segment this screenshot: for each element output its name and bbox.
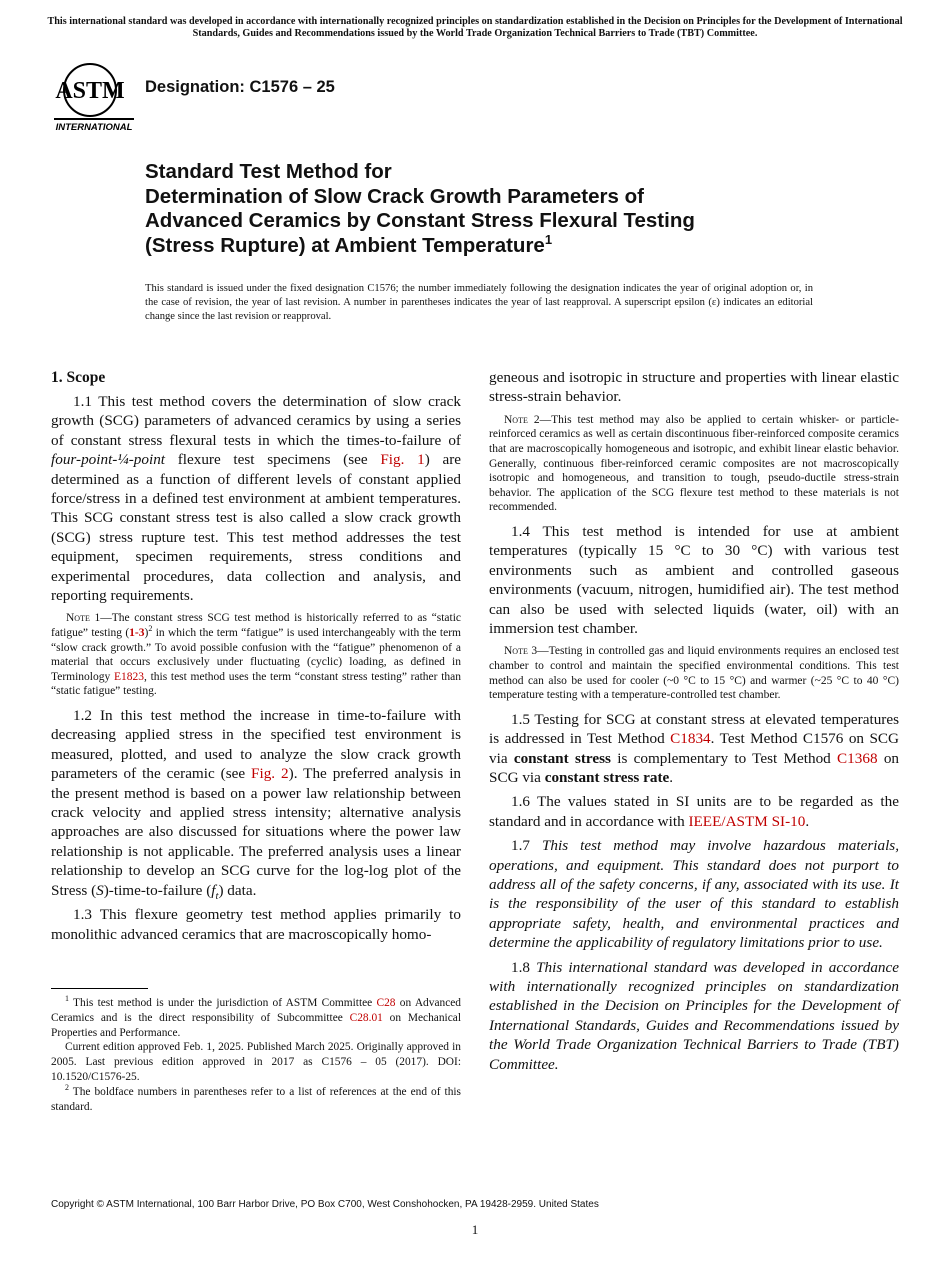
fig-1-link[interactable]: Fig. 1 — [380, 451, 425, 469]
note-1: Note 1—The constant stress SCG test method is historically referred to as “static fatigue” testing $(1-3)^2$ in which the term “fatigue” is used interchangeably with the term “slow crack growth.” To avoid possible confusion with the “fatigue” phenomenon of a material that occurs exclusively under fluctuating (cyclic) loading, as defined in Terminology E1823, this test method uses the term “constant stress testing” rather than “static fatigue” testing. — [51, 612, 462, 698]
section-heading: 1. Scope — [51, 369, 106, 386]
paragraph-1-4: 1.4 This test method is intended for use at ambient temperatures (typically 15 °C to 30 °C) with various test environments such as ambient and controlled gaseous environments (vacuum, nitrogen, humidified air). The test method can also be used with selected liquids (water, oil) with an immersion test chamber. — [489, 522, 899, 637]
issue-note: This standard is issued under the fixed designation C1576; the number immediately following the designation indicates the year of original adoption or, in the case of revision, the year of last revision. A number in parentheses indicates the year of last reapproval. A superscript epsilon (ε) indicates an editorial change since the last revision or reapproval. — [145, 283, 813, 322]
title-footnote-mark: 1 — [544, 231, 553, 247]
c1368-link[interactable]: C1368 — [837, 749, 878, 767]
footnotes — [51, 996, 461, 1114]
logo-text: ASTM — [55, 78, 125, 104]
title-line: Standard Test Method for — [145, 160, 392, 183]
paragraph-1-8: 1.8 This international standard was developed in accordance with internationally recognized principles on standardization established in the Decision on Principles for the Development of International Standards, Guides and Recommendations issued by the World Trade Organization Technical Barriers to Trade (TBT) Committee. — [489, 958, 900, 1073]
footnote-divider — [51, 988, 148, 989]
designation: Designation: C1576 – 25 — [145, 78, 335, 96]
paragraph-1-3: 1.3 This flexure geometry test method applies primarily to monolithic advanced ceramics that are macroscopically homo- — [51, 906, 461, 943]
si-10-link[interactable]: IEEE/ASTM SI-10 — [688, 812, 806, 830]
page-number: 1 — [471, 1222, 479, 1237]
title-line: Advanced Ceramics by Constant Stress Flexural Testing — [145, 209, 695, 232]
document-title — [145, 160, 845, 258]
wto-notice: This international standard was developed in accordance with internationally recognized principles on standardization established in the Decision on Principles for the Development of International Standards, Guides and Recommendations issued by the World Trade Organization Technical Barriers to Trade (TBT) Committee. — [47, 16, 903, 39]
title-line: Determination of Slow Crack Growth Parameters of — [145, 184, 644, 208]
paragraph-1-6: 1.6 The values stated in SI units are to be regarded as the standard and in accordance with IEEE/ASTM SI-10. — [489, 793, 899, 830]
fig-2-link[interactable]: Fig. 2 — [251, 765, 289, 783]
footnote-edition: Current edition approved Feb. 1, 2025. Published March 2025. Originally approved in 2005. Last previous edition approved in 2017 as C1576 – 05 (2017). DOI: 10.1520/C1576-25. — [51, 1041, 461, 1083]
logo-subtext: INTERNATIONAL — [55, 122, 133, 132]
note-2: Note 2—This test method may also be applied to certain whisker- or particle-reinforced ceramics as well as certain discontinuous fiber-reinforced composite ceramics that are macroscopically homogeneous and isotropic, and exhibit linear elastic behavior. Generally, continuous fiber-reinforced ceramic composites are not macroscopically isotropic and homogeneous, and transition to tough, pseudo-ductile stress-strain behavior. The application of the SCG flexure test method to these materials is not recommended. — [489, 413, 899, 514]
c28-link[interactable]: C28 — [376, 997, 396, 1009]
reference-link[interactable]: 1-3 — [129, 627, 145, 640]
paragraph-1-5: 1.5 Testing for SCG at constant stress at elevated temperatures is addressed in Test Method C1834. Test Method C1576 on SCG via constant stress is complementary to Test Method C1368 on SCG via constant stress rate. — [489, 710, 900, 786]
copyright-notice: Copyright © ASTM International, 100 Barr Harbor Drive, PO Box C700, West Conshohocken, PA 19428-2959. United States — [51, 1199, 599, 1210]
c28-01-link[interactable]: C28.01 — [349, 1011, 383, 1024]
paragraph-1-2: 1.2 In this test method the increase in time-to-failure with decreasing applied stress in the specified test environment is measured, plotted, and used to analyze the slow crack growth parameters of the ceramic (see Fig. 2). The preferred analysis in the present method is based on a power law relationship between crack velocity and applied stress intensity; alternative analysis approaches are also discussed for situations where the power law relationship is not applicable. The preferred analysis uses a linear relationship to develop an SCG curve for the log-log plot of the Stress (S)-time-to-failure $(f_t)$ data. — [51, 707, 462, 902]
astm-logo-icon — [52, 58, 136, 132]
paragraph-1-7: 1.7 This test method may involve hazardous materials, operations, and equipment. This standard does not purport to address all of the safety concerns, if any, associated with its use. It is the responsibility of the user of this standard to establish appropriate safety, health, and environmental practices and determine the applicability of regulatory limitations prior to use. — [489, 837, 899, 952]
e1823-link[interactable]: E1823 — [113, 670, 144, 683]
paragraph-1-3-continued: geneous and isotropic in structure and properties with linear elastic stress-strain behavior. — [489, 369, 899, 406]
c1834-link[interactable]: C1834 — [670, 730, 711, 748]
left-column — [51, 368, 461, 949]
paragraph-1-1: 1.1 This test method covers the determination of slow crack growth (SCG) parameters of advanced ceramics by using a series of constant stress flexural tests in which the times-to-failure of four-point-¼-point flexure test specimens (see Fig. 1) are determined as a function of different levels of constant applied force/stress in a defined test environment at ambient temperatures. This SCG constant stress test is also called a slow crack growth (SCG) stress rupture test. This test method addresses the test equipment, specimen requirements, stress conditions and experimental procedures, data collection and analysis, and reporting requirements. — [51, 393, 461, 605]
title-line: (Stress Rupture) at Ambient Temperature$^1$ — [145, 231, 553, 257]
footnote-1: $^1$ This test method is under the jurisdiction of ASTM Committee C28 on Advanced Ceramics and is the direct responsibility of Subcommittee C28.01 on Mechanical Properties and Performance. — [51, 994, 462, 1039]
note-3: Note 3—Testing in controlled gas and liquid environments requires an enclosed test chamber to control and maintain the specified environmental conditions. This test method can also be used for cooler (~0 °C to 15 °C) and warmer (~25 °C to 40 °C) temperature testing with a temperature-controlled test chamber. — [489, 645, 899, 702]
footnote-2: $^2$ The boldface numbers in parentheses refer to a list of references at the end of this standard. — [51, 1082, 461, 1113]
right-column — [489, 368, 899, 1079]
